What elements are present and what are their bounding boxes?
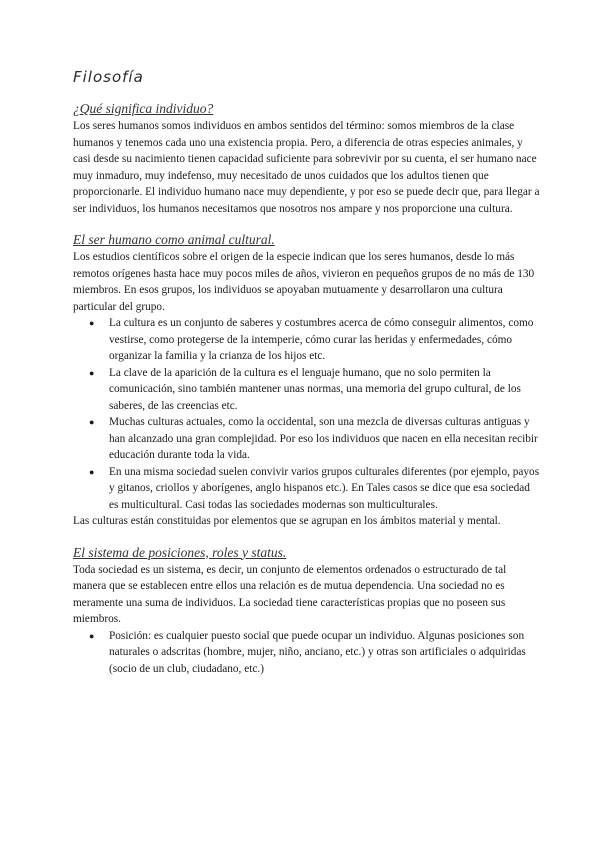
list-item-text: La cultura es un conjunto de saberes y costumbres acerca de cómo conseguir alimentos, como vestirse, como protegerse de la intemperie, cómo curar las heridas y enfermedades, cómo organizar la familia y la crianza de los hijos etc. — [109, 317, 534, 362]
bullet-list — [73, 315, 540, 513]
list-item — [89, 628, 540, 678]
section-paragraph: Los seres humanos somos individuos en ambos sentidos del término: somos miembros de la clase humanos y tenemos cada uno una existencia propia. Pero, a diferencia de otras especies animales, y casi desde su nacimiento tienen capacidad suficiente para sobrevivir por su cuenta, el ser humano nace muy inmaduro, muy indefenso, muy necesitado de unos cuidados que los adultos tienen que proporcionarle. El individuo humano nace muy dependiente, y por eso se puede decir que, para llegar a ser individuos, los humanos necesitamos que nosotros nos ampare y nos proporcione una cultura. — [73, 120, 540, 215]
bullet-icon: ● — [89, 466, 95, 477]
list-item-text: En una misma sociedad suelen convivir varios grupos culturales diferentes (por ejemplo, payos y gitanos, criollos y aborígenes, anglo hispanos etc.). En Tales casos se dice que esa sociedad es multicultural. Casi todas las sociedades modernas son multiculturales. — [109, 465, 540, 511]
section-individuo — [73, 100, 540, 217]
document-title: Filosofía — [73, 68, 144, 86]
bullet-icon: ● — [89, 318, 95, 328]
bullet-icon: ● — [89, 367, 95, 378]
list-item — [89, 464, 540, 514]
bullet-list — [73, 628, 540, 678]
list-item — [89, 414, 540, 464]
section-animal-cultural — [73, 231, 540, 530]
bullet-icon: ● — [89, 417, 95, 427]
list-item-text: Posición: es cualquier puesto social que puede ocupar un individuo. Algunas posiciones son naturales o adscritas (hombre, mujer, niño, anciano, etc.) y otras son artificiales o adquiridas (socio de un club, ciudadano, etc.) — [109, 629, 526, 675]
list-item-text: La clave de la aparición de la cultura es el lenguaje humano, que no solo permiten la comunicación, sino también mantener unas normas, una memoria del grupo cultural, de los saberes, de las creencias etc. — [109, 366, 521, 412]
list-item — [89, 315, 540, 365]
section-outro: Las culturas están constituidas por elementos que se agrupan en los ámbitos material y mental. — [73, 515, 501, 527]
list-item-text: Muchas culturas actuales, como la occidental, son una mezcla de diversas culturas antiguas y han alcanzado una gran complejidad. Por eso los individuos que nacen en ella necesitan recibir educación durante toda la vida. — [109, 416, 538, 461]
bullet-icon: ● — [89, 630, 95, 641]
section-intro: Toda sociedad es un sistema, es decir, un conjunto de elementos ordenados o estructurado de tal manera que se establecen entre ellos una relación es de mutua dependencia. Una sociedad no es meramente una suma de individuos. La sociedad tiene características propias que no poseen sus miembros. — [73, 563, 507, 625]
section-heading: El sistema de posiciones, roles y status. — [73, 544, 287, 560]
section-intro: Los estudios científicos sobre el origen de la especie indican que los seres humanos, desde lo más remotos orígenes hasta hace muy pocos miles de años, vivieron en pequeños grupos de no más de 130 miembros. En esos grupos, los individuos se apoyaban mutuamente y desarrollaron una cultura particular del grupo. — [73, 251, 535, 313]
list-item — [89, 365, 540, 415]
section-heading: ¿Qué significa individuo? — [73, 101, 214, 116]
section-posiciones-roles — [73, 544, 540, 678]
section-heading: El ser humano como animal cultural. — [73, 232, 275, 247]
